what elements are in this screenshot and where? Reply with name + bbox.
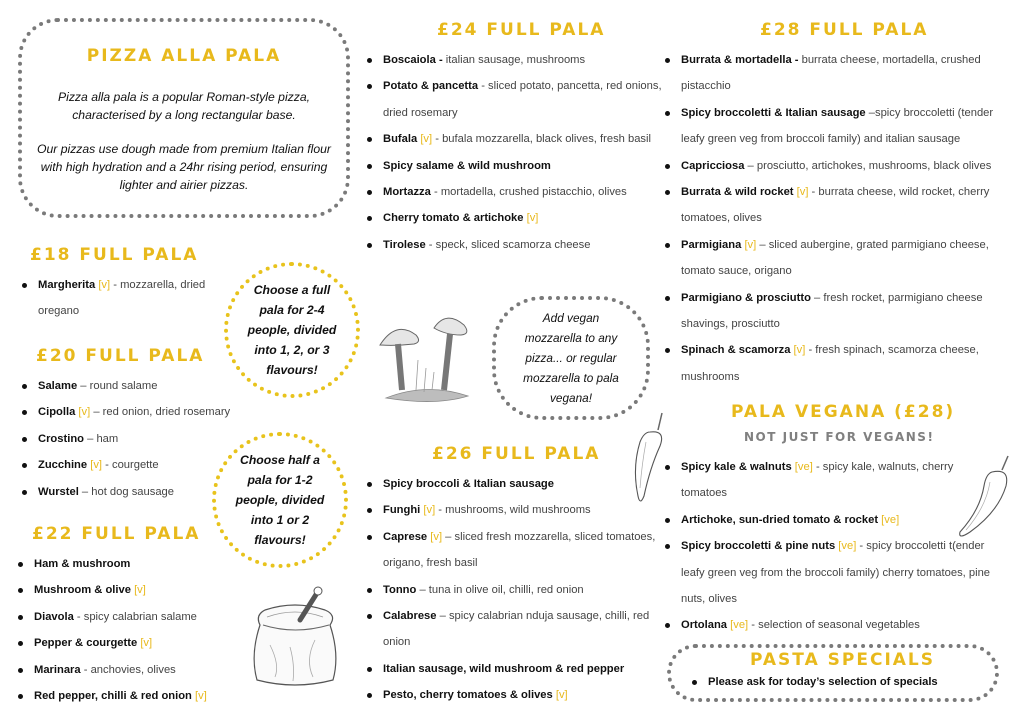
chilli-pepper-illustration-2 — [950, 452, 1020, 542]
menu-item: Spicy kale & walnuts [ve] - spicy kale, walnuts, cherry tomatoes — [665, 454, 1005, 507]
menu-item: Tonno – tuna in olive oil, chilli, red onion — [367, 577, 663, 603]
menu-item: Capricciosa – prosciutto, artichokes, mushrooms, black olives — [665, 153, 1005, 179]
menu-item: Pesto, cherry tomatoes & olives [v] — [367, 682, 663, 708]
menu-item: Spicy salame & wild mushroom — [367, 153, 663, 179]
intro-paragraph-1: Pizza alla pala is a popular Roman-style pizza, characterised by a long rectangular base. — [58, 90, 310, 122]
menu-item: Parmigiana [v] – sliced aubergine, grated parmigiano cheese, tomato sauce, origano — [665, 232, 1005, 285]
section-title-24: £24 FULL PALA — [437, 20, 606, 40]
section-title-vegana: PALA VEGANA (£28) — [731, 402, 956, 422]
menu-list-28 — [665, 47, 1005, 390]
menu-list-20 — [22, 373, 242, 505]
menu-item: Ham & mushroom — [18, 551, 248, 577]
menu-item: Bufala [v] - bufala mozzarella, black olives, fresh basil — [367, 126, 663, 152]
mushrooms-illustration — [376, 310, 476, 410]
section-title-28: £28 FULL PALA — [760, 20, 929, 40]
menu-item: Marinara - anchovies, olives — [18, 657, 248, 683]
section-title-20: £20 FULL PALA — [36, 346, 205, 366]
menu-item: Artichoke, sun-dried tomato & rocket [ve] — [665, 507, 1005, 533]
menu-item: Caprese [v] – sliced fresh mozzarella, sliced tomatoes, origano, fresh basil — [367, 524, 663, 577]
menu-item: Crostino – ham — [22, 426, 242, 452]
menu-item: Ortolana [ve] - selection of seasonal vegetables — [665, 612, 1005, 638]
menu-item: Cipolla [v] – red onion, dried rosemary — [22, 399, 242, 425]
menu-list-26 — [367, 471, 663, 709]
menu-item: Tirolese - speck, sliced scamorza cheese — [367, 232, 663, 258]
menu-item: Pepper & courgette [v] — [18, 630, 248, 656]
menu-list-22 — [18, 551, 248, 709]
menu-item: Mushroom & olive [v] — [18, 577, 248, 603]
section-title-26: £26 FULL PALA — [432, 444, 601, 464]
menu-list-24 — [367, 47, 663, 258]
menu-item: Cherry tomato & artichoke [v] — [367, 205, 663, 231]
menu-item: Spicy broccoli & Italian sausage — [367, 471, 663, 497]
menu-item: Boscaiola - italian sausage, mushrooms — [367, 47, 663, 73]
menu-item: Please ask for today’s selection of specials — [692, 669, 992, 695]
section-title-22: £22 FULL PALA — [32, 524, 201, 544]
menu-item: Zucchine [v] - courgette — [22, 452, 242, 478]
menu-item: Italian sausage, wild mushroom & red pepper — [367, 656, 663, 682]
menu-item: Spicy broccoletti & Italian sausage –spicy broccoletti (tender leafy green veg from broccoli family) and italian sausage — [665, 100, 1005, 153]
menu-item: Burrata & mortadella - burrata cheese, mortadella, crushed pistacchio — [665, 47, 1005, 100]
menu-item: Potato & pancetta - sliced potato, pancetta, red onions, dried rosemary — [367, 73, 663, 126]
menu-item: Burrata & wild rocket [v] - burrata cheese, wild rocket, cherry tomatoes, olives — [665, 179, 1005, 232]
menu-item: Spinach & scamorza [v] - fresh spinach, scamorza cheese, mushrooms — [665, 337, 1005, 390]
menu-item: Salame – round salame — [22, 373, 242, 399]
menu-item: Calabrese – spicy calabrian nduja sausage, chilli, red onion — [367, 603, 663, 656]
intro-title: PIZZA ALLA PALA — [86, 46, 282, 66]
vegan-mozzarella-callout: Add vegan mozzarella to any pizza... or regular mozzarella to pala vegana! — [492, 296, 650, 420]
menu-item: Wurstel – hot dog sausage — [22, 479, 242, 505]
full-pala-callout: Choose a full pala for 2-4 people, divided into 1, 2, or 3 flavours! — [224, 262, 360, 398]
flour-sack-illustration — [245, 585, 345, 695]
menu-item: Spicy broccoletti & pine nuts [ve] - spicy broccoletti t(ender leafy green veg from the broccoli family) cherry tomatoes, pine nuts, olives — [665, 533, 1005, 612]
intro-paragraph-2: Our pizzas use dough made from premium Italian flour with high hydration and a 24hr rising period, ensuring lighter and airier pizzas. — [37, 142, 331, 192]
menu-list-pasta — [692, 669, 992, 695]
half-pala-callout: Choose half a pala for 1-2 people, divided into 1 or 2 flavours! — [212, 432, 348, 568]
menu-item: Red pepper, chilli & red onion [v] — [18, 683, 248, 709]
menu-list-18 — [22, 272, 222, 325]
menu-item: Mortazza - mortadella, crushed pistacchio, olives — [367, 179, 663, 205]
section-subtitle-vegana: NOT JUST FOR VEGANS! — [744, 430, 935, 444]
menu-item: Diavola - spicy calabrian salame — [18, 604, 248, 630]
menu-item: Margherita [v] - mozzarella, dried oregano — [22, 272, 222, 325]
menu-item: Funghi [v] - mushrooms, wild mushrooms — [367, 497, 663, 523]
menu-item: Parmigiano & prosciutto – fresh rocket, parmigiano cheese shavings, prosciutto — [665, 285, 1005, 338]
section-title-18: £18 FULL PALA — [30, 245, 199, 265]
section-title-pasta: PASTA SPECIALS — [750, 650, 936, 670]
